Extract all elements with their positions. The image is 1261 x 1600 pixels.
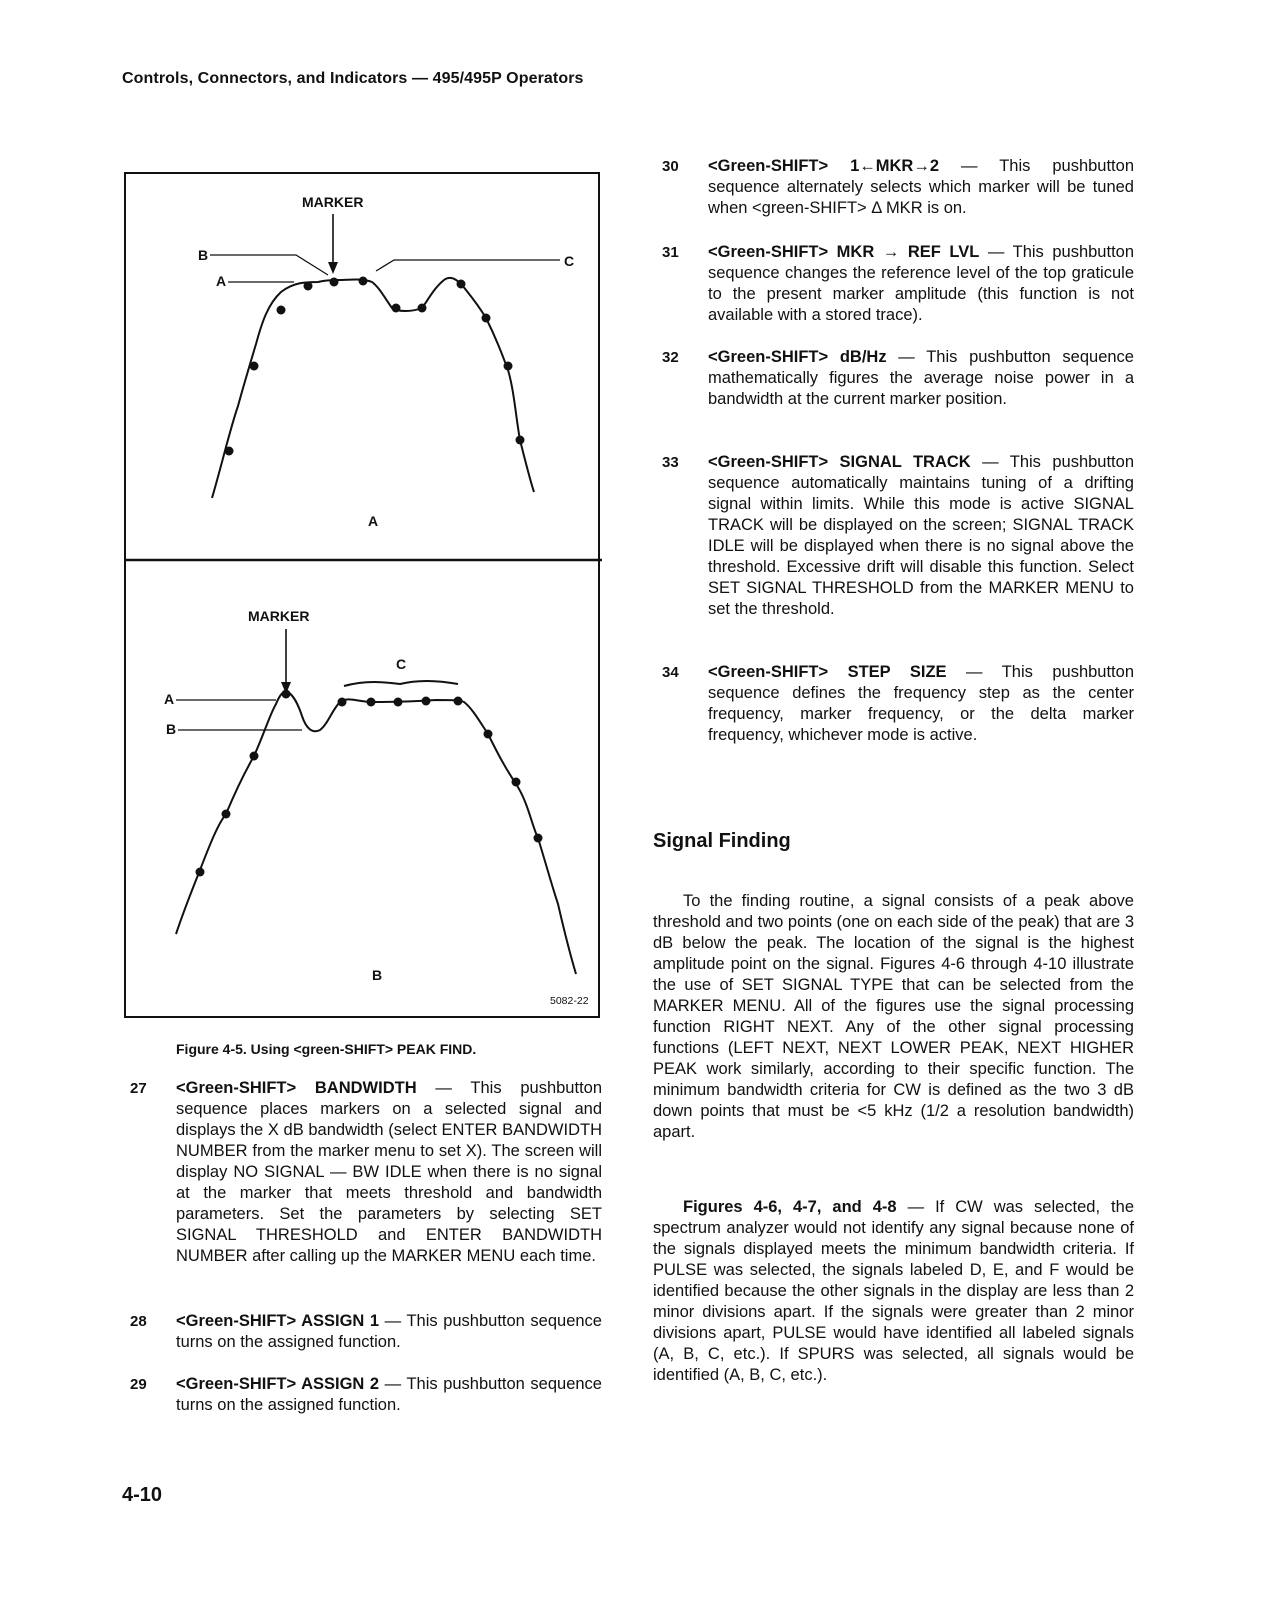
paragraph-body: — If CW was selected, the spectrum analyzer would not identify any signal because none of the signals displayed meets the minimum bandwidth criteria. If PULSE was selected, the signals labeled D, E, and F would be identified because the other signals in the display are less than 2 minor divisions apart. If the signals were greater than 2 minor divisions apart, PULSE would have identified all labeled signals (A, B, C, etc.). If SPURS was selected, all signals would be identified (A, B, C, etc.). bbox=[653, 1198, 1134, 1384]
item-title: <Green-SHIFT> STEP SIZE bbox=[708, 663, 947, 681]
item-title: <Green-SHIFT> ASSIGN 1 bbox=[176, 1312, 380, 1330]
panel-a-trace bbox=[212, 278, 534, 498]
item-number: 31 bbox=[662, 244, 679, 261]
paragraph-lead: Figures 4-6, 4-7, and 4-8 bbox=[683, 1198, 897, 1216]
panel-b-marker-label: MARKER bbox=[248, 608, 310, 624]
panel-a-leader-c bbox=[376, 260, 560, 271]
page-header: Controls, Connectors, and Indicators — 495/495P Operators bbox=[122, 70, 584, 87]
panel-b-label-c: C bbox=[396, 656, 407, 672]
item-text bbox=[708, 662, 1134, 746]
item-body: — This pushbutton sequence turns on the assigned function. bbox=[176, 1375, 602, 1414]
panel-a-label-c: C bbox=[564, 253, 575, 269]
item-body: — This pushbutton sequence mathematically figures the average noise power in a bandwidth at the current marker position. bbox=[708, 348, 1134, 408]
item-body: — This pushbutton sequence places markers on a selected signal and displays the X dB bandwidth (select ENTER BANDWIDTH NUMBER from the marker menu to set X). The screen will display NO SIGNAL — BW IDLE when there is no signal at the marker that meets threshold and bandwidth parameters. Set the parameters by selecting SET SIGNAL THRESHOLD and ENTER BANDWIDTH NUMBER after calling up the MARKER MENU each time. bbox=[176, 1079, 603, 1265]
figure-drawing bbox=[126, 174, 602, 1020]
panel-b-caption-label: B bbox=[372, 967, 383, 983]
panel-a-sample-points bbox=[225, 277, 525, 456]
panel-b-label-a: A bbox=[164, 691, 175, 707]
panel-a-label-a: A bbox=[216, 273, 227, 289]
item-number: 29 bbox=[130, 1376, 147, 1393]
item-text bbox=[708, 242, 1134, 326]
paragraph-signal-finding: To the finding routine, a signal consists of a peak above threshold and two points (one on each side of the peak) that are 3 dB below the peak. The location of the signal is the highest amplitude point on the signal. Figures 4-6 through 4-10 illustrate the use of SET SIGNAL TYPE that can be selected from the MARKER MENU. All of the figures use the signal processing function RIGHT NEXT. Any of the other signal processing functions (LEFT NEXT, NEXT LOWER PEAK, NEXT HIGHER PEAK work similarly, according to their specific function. The minimum bandwidth criteria for CW is defined as the two 3 dB down points that must be <5 kHz (1/2 a resolution bandwidth) apart. bbox=[653, 892, 1134, 1141]
item-body: — This pushbutton sequence alternately selects which marker will be tuned when <green-SHIFT> Δ MKR is on. bbox=[708, 157, 1134, 217]
item-title: <Green-SHIFT> SIGNAL TRACK bbox=[708, 453, 971, 471]
item-body: — This pushbutton sequence defines the frequency step as the center frequency, marker frequency, or the delta marker frequency, whichever mode is active. bbox=[708, 663, 1134, 744]
item-title: <Green-SHIFT> MKR → REF LVL bbox=[708, 243, 980, 261]
item-number: 34 bbox=[662, 664, 679, 681]
item-title: <Green-SHIFT> 1←MKR→2 bbox=[708, 157, 940, 175]
panel-a-caption-label: A bbox=[368, 513, 379, 529]
panel-a-marker-label: MARKER bbox=[302, 194, 364, 210]
panel-b-trace bbox=[176, 692, 576, 975]
item-number: 27 bbox=[130, 1080, 147, 1097]
panel-a-leader-b bbox=[210, 255, 328, 275]
panel-b-label-b: B bbox=[166, 721, 177, 737]
item-number: 33 bbox=[662, 454, 679, 471]
figure-4-5 bbox=[124, 172, 600, 1018]
figure-id: 5082-22 bbox=[550, 995, 589, 1007]
paragraph-figures bbox=[653, 1197, 1134, 1386]
page-number: 4-10 bbox=[122, 1484, 163, 1506]
panel-a-label-b: B bbox=[198, 247, 209, 263]
panel-b-sample-points bbox=[196, 690, 543, 877]
item-title: <Green-SHIFT> dB/Hz bbox=[708, 348, 887, 366]
item-text bbox=[176, 1374, 602, 1416]
item-number: 30 bbox=[662, 158, 679, 175]
item-title: <Green-SHIFT> BANDWIDTH bbox=[176, 1079, 417, 1097]
section-heading: Signal Finding bbox=[653, 830, 791, 852]
item-body: — This pushbutton sequence turns on the assigned function. bbox=[176, 1312, 602, 1351]
panel-a-marker-arrowhead bbox=[328, 262, 338, 274]
item-number: 32 bbox=[662, 349, 679, 366]
item-title: <Green-SHIFT> ASSIGN 2 bbox=[176, 1375, 380, 1393]
item-text bbox=[176, 1311, 602, 1353]
panel-b-brace-c bbox=[344, 681, 458, 686]
item-text bbox=[708, 347, 1134, 410]
item-text bbox=[708, 452, 1134, 620]
item-text bbox=[708, 156, 1134, 219]
figure-caption: Figure 4-5. Using <green-SHIFT> PEAK FIND. bbox=[176, 1041, 477, 1057]
item-number: 28 bbox=[130, 1313, 147, 1330]
item-body: — This pushbutton sequence changes the reference level of the top graticule to the present marker amplitude (this function is not available with a stored trace). bbox=[708, 243, 1135, 324]
item-body: — This pushbutton sequence automatically maintains tuning of a drifting signal within limits. While this mode is active SIGNAL TRACK will be displayed on the screen; SIGNAL TRACK IDLE will be displayed when there is no signal above the threshold. Excessive drift will disable this function. Select SET SIGNAL THRESHOLD from the MARKER MENU to set the threshold. bbox=[708, 453, 1134, 618]
item-text bbox=[176, 1078, 602, 1267]
